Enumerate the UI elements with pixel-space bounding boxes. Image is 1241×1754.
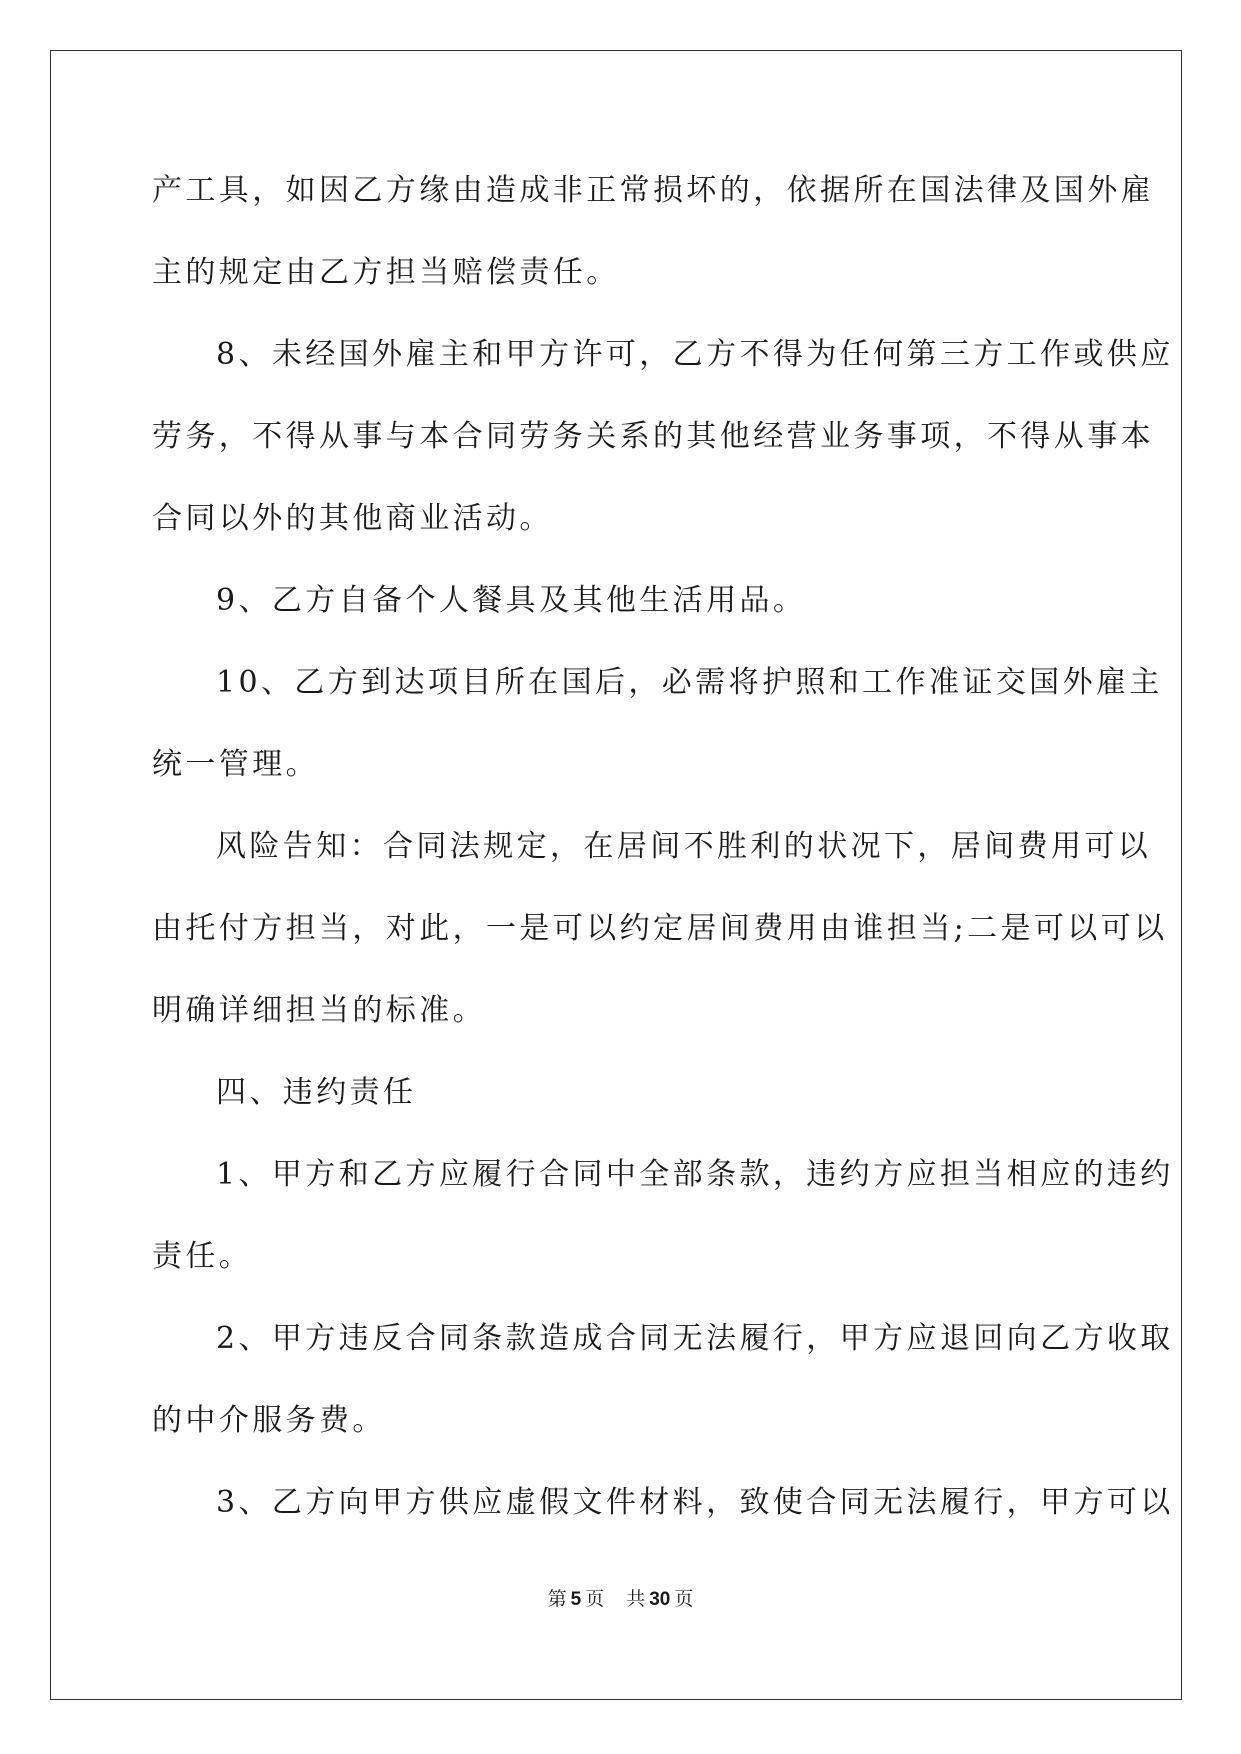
page-suffix: 页: [585, 1588, 605, 1610]
text-line-2: 主的规定由乙方担当赔偿责任。: [152, 255, 620, 290]
page-prefix: 第: [547, 1588, 567, 1610]
text-line-13: 1、甲方和乙方应履行合同中全部条款，违约方应担当相应的违约: [216, 1157, 1174, 1192]
text-line-16: 的中介服务费。: [152, 1403, 386, 1438]
page-footer: [0, 1584, 1241, 1611]
text-line-6: 9、乙方自备个人餐具及其他生活用品。: [216, 583, 807, 618]
text-line-10: 由托付方担当，对此，一是可以约定居间费用由谁担当;二是可以可以: [152, 911, 1168, 946]
section-heading: 四、违约责任: [216, 1075, 417, 1110]
document-text: [152, 150, 1174, 1544]
text-line-1: 产工具，如因乙方缘由造成非正常损坏的，依据所在国法律及国外雇: [152, 173, 1154, 208]
text-line-9: 风险告知：合同法规定，在居间不胜利的状况下，居间费用可以: [216, 829, 1152, 864]
text-line-7: 10、乙方到达项目所在国后，必需将护照和工作准证交国外雇主: [216, 665, 1163, 700]
text-line-5: 合同以外的其他商业活动。: [152, 501, 553, 536]
total-prefix: 共: [626, 1588, 646, 1610]
document-body: [152, 150, 1174, 1544]
text-line-14: 责任。: [152, 1239, 253, 1274]
total-suffix: 页: [674, 1588, 694, 1610]
text-line-15: 2、甲方违反合同条款造成合同无法履行，甲方应退回向乙方收取: [216, 1321, 1174, 1356]
text-line-4: 劳务，不得从事与本合同劳务关系的其他经营业务事项，不得从事本: [152, 419, 1154, 454]
text-line-11: 明确详细担当的标准。: [152, 993, 486, 1028]
text-line-3: 8、未经国外雇主和甲方许可，乙方不得为任何第三方工作或供应: [216, 337, 1174, 372]
text-line-17: 3、乙方向甲方供应虚假文件材料，致使合同无法履行，甲方可以: [216, 1485, 1174, 1520]
page-number: 5: [570, 1589, 582, 1610]
total-pages: 30: [649, 1589, 671, 1610]
text-line-8: 统一管理。: [152, 747, 319, 782]
